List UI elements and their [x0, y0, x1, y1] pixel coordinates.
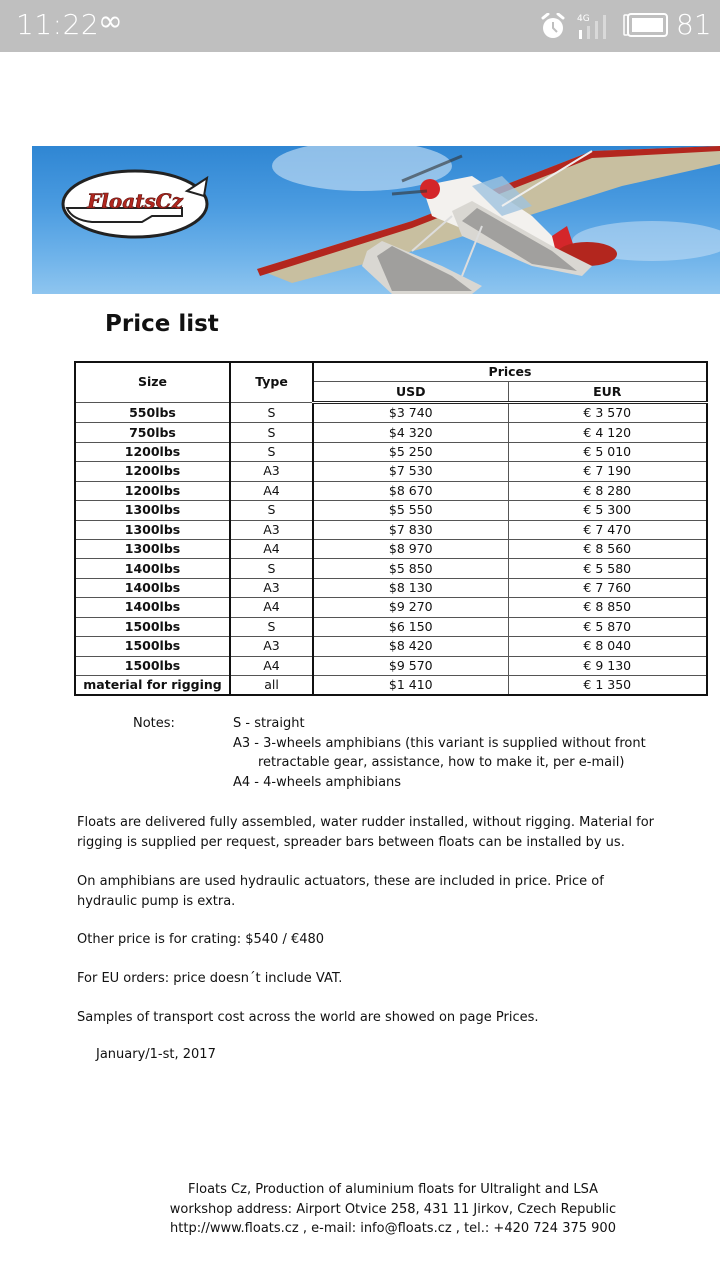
cell-eur: € 5 580: [508, 559, 707, 578]
cell-eur: € 8 040: [508, 637, 707, 656]
table-row: [75, 578, 707, 597]
cell-eur: € 7 470: [508, 520, 707, 539]
cell-eur: € 9 130: [508, 656, 707, 675]
cell-eur: € 8 280: [508, 481, 707, 500]
table-row: [75, 617, 707, 636]
cell-size: 1300lbs: [75, 539, 230, 558]
footer: [160, 1180, 626, 1239]
cell-size: 1500lbs: [75, 656, 230, 675]
cell-type: S: [230, 617, 313, 636]
note-a4: A4 - 4-wheels amphibians: [233, 775, 402, 790]
cell-usd: $8 130: [313, 578, 508, 597]
header-size: Size: [75, 362, 230, 402]
table-row: [75, 501, 707, 520]
header-eur: EUR: [508, 382, 707, 402]
cell-size: 1200lbs: [75, 462, 230, 481]
header-usd: USD: [313, 382, 508, 402]
header-banner: [32, 146, 720, 294]
paragraph-transport: Samples of transport cost across the world are showed on page Prices.: [77, 1010, 539, 1025]
cell-type: A3: [230, 462, 313, 481]
cell-usd: $5 850: [313, 559, 508, 578]
cell-type: S: [230, 402, 313, 422]
cell-eur: € 3 570: [508, 402, 707, 422]
date: January/1-st, 2017: [96, 1047, 216, 1062]
signal-icon: [576, 12, 612, 40]
cell-type: A4: [230, 539, 313, 558]
cell-size: 550lbs: [75, 402, 230, 422]
logo-text: FloatsCz: [87, 189, 183, 213]
alarm-icon: [541, 13, 565, 39]
cell-usd: $8 970: [313, 539, 508, 558]
cell-size: material for rigging: [75, 676, 230, 696]
price-table: [74, 361, 708, 696]
cell-type: S: [230, 423, 313, 442]
page-title: Price list: [105, 311, 219, 337]
cell-type: all: [230, 676, 313, 696]
cell-usd: $7 830: [313, 520, 508, 539]
paragraph-delivery: Floats are delivered fully assembled, water rudder installed, without rigging. Material for rigging is supplied per request, spreader bars between floats can be installed by us.: [77, 815, 655, 850]
cell-size: 1400lbs: [75, 598, 230, 617]
table-row: [75, 520, 707, 539]
cell-usd: $7 530: [313, 462, 508, 481]
cell-size: 1500lbs: [75, 617, 230, 636]
cell-type: S: [230, 501, 313, 520]
table-row: [75, 539, 707, 558]
battery-level: 81: [676, 8, 712, 41]
cell-usd: $5 250: [313, 442, 508, 461]
note-a3: A3 - 3-wheels amphibians (this variant is supplied without front: [233, 736, 646, 751]
paragraph-crating: Other price is for crating: $540 / €480: [77, 932, 325, 947]
cell-size: 1400lbs: [75, 578, 230, 597]
cell-usd: $6 150: [313, 617, 508, 636]
cell-eur: € 4 120: [508, 423, 707, 442]
header-prices: Prices: [313, 362, 707, 382]
cell-usd: $9 570: [313, 656, 508, 675]
cell-type: A4: [230, 656, 313, 675]
cell-eur: € 7 190: [508, 462, 707, 481]
cell-size: 1200lbs: [75, 442, 230, 461]
cell-usd: $8 670: [313, 481, 508, 500]
footer-address: workshop address: Airport Otvice 258, 431 11 Jirkov, Czech Republic: [169, 1201, 617, 1217]
cell-usd: $4 320: [313, 423, 508, 442]
cell-eur: € 5 870: [508, 617, 707, 636]
note-a3-continued: retractable gear, assistance, how to make it, per e-mail): [258, 755, 625, 770]
table-row: [75, 442, 707, 461]
cell-type: A3: [230, 578, 313, 597]
cell-type: A3: [230, 637, 313, 656]
cell-usd: $1 410: [313, 676, 508, 696]
table-row: [75, 676, 707, 696]
cell-type: S: [230, 442, 313, 461]
infinity-icon: ∞: [98, 4, 123, 39]
footer-company: Floats Cz, Production of aluminium floats for Ultralight and LSA: [188, 1182, 598, 1197]
table-row: [75, 559, 707, 578]
paragraph-hydraulics: On amphibians are used hydraulic actuators, these are included in price. Price of hydraulic pump is extra.: [77, 874, 604, 909]
table-row: [75, 402, 707, 422]
cell-eur: € 8 560: [508, 539, 707, 558]
cell-usd: $5 550: [313, 501, 508, 520]
cell-size: 1300lbs: [75, 520, 230, 539]
cell-size: 1500lbs: [75, 637, 230, 656]
cell-type: A4: [230, 481, 313, 500]
cell-size: 1200lbs: [75, 481, 230, 500]
cell-size: 750lbs: [75, 423, 230, 442]
cell-type: S: [230, 559, 313, 578]
cell-usd: $9 270: [313, 598, 508, 617]
cell-usd: $8 420: [313, 637, 508, 656]
table-row: [75, 423, 707, 442]
table-row: [75, 637, 707, 656]
table-row: [75, 481, 707, 500]
paragraph-vat: For EU orders: price doesn´t include VAT.: [77, 971, 343, 986]
cell-eur: € 5 010: [508, 442, 707, 461]
status-bar: [0, 0, 720, 52]
cell-type: A4: [230, 598, 313, 617]
floats-cz-logo: [63, 171, 207, 237]
battery-icon: [623, 13, 669, 37]
header-type: Type: [230, 362, 313, 402]
cell-eur: € 7 760: [508, 578, 707, 597]
cell-eur: € 8 850: [508, 598, 707, 617]
table-row: [75, 598, 707, 617]
footer-contact[interactable]: http://www.floats.cz , e-mail: info@floats.cz , tel.: +420 724 375 900: [170, 1221, 616, 1236]
network-type: 4G: [577, 14, 590, 24]
notes-label: Notes:: [133, 716, 175, 731]
cell-size: 1400lbs: [75, 559, 230, 578]
clock: 11:22: [16, 8, 100, 41]
table-row: [75, 656, 707, 675]
cell-usd: $3 740: [313, 402, 508, 422]
table-row: [75, 462, 707, 481]
cell-type: A3: [230, 520, 313, 539]
cell-size: 1300lbs: [75, 501, 230, 520]
seaplane-image: [32, 146, 720, 294]
cell-eur: € 1 350: [508, 676, 707, 696]
note-straight: S - straight: [233, 716, 305, 731]
cell-eur: € 5 300: [508, 501, 707, 520]
